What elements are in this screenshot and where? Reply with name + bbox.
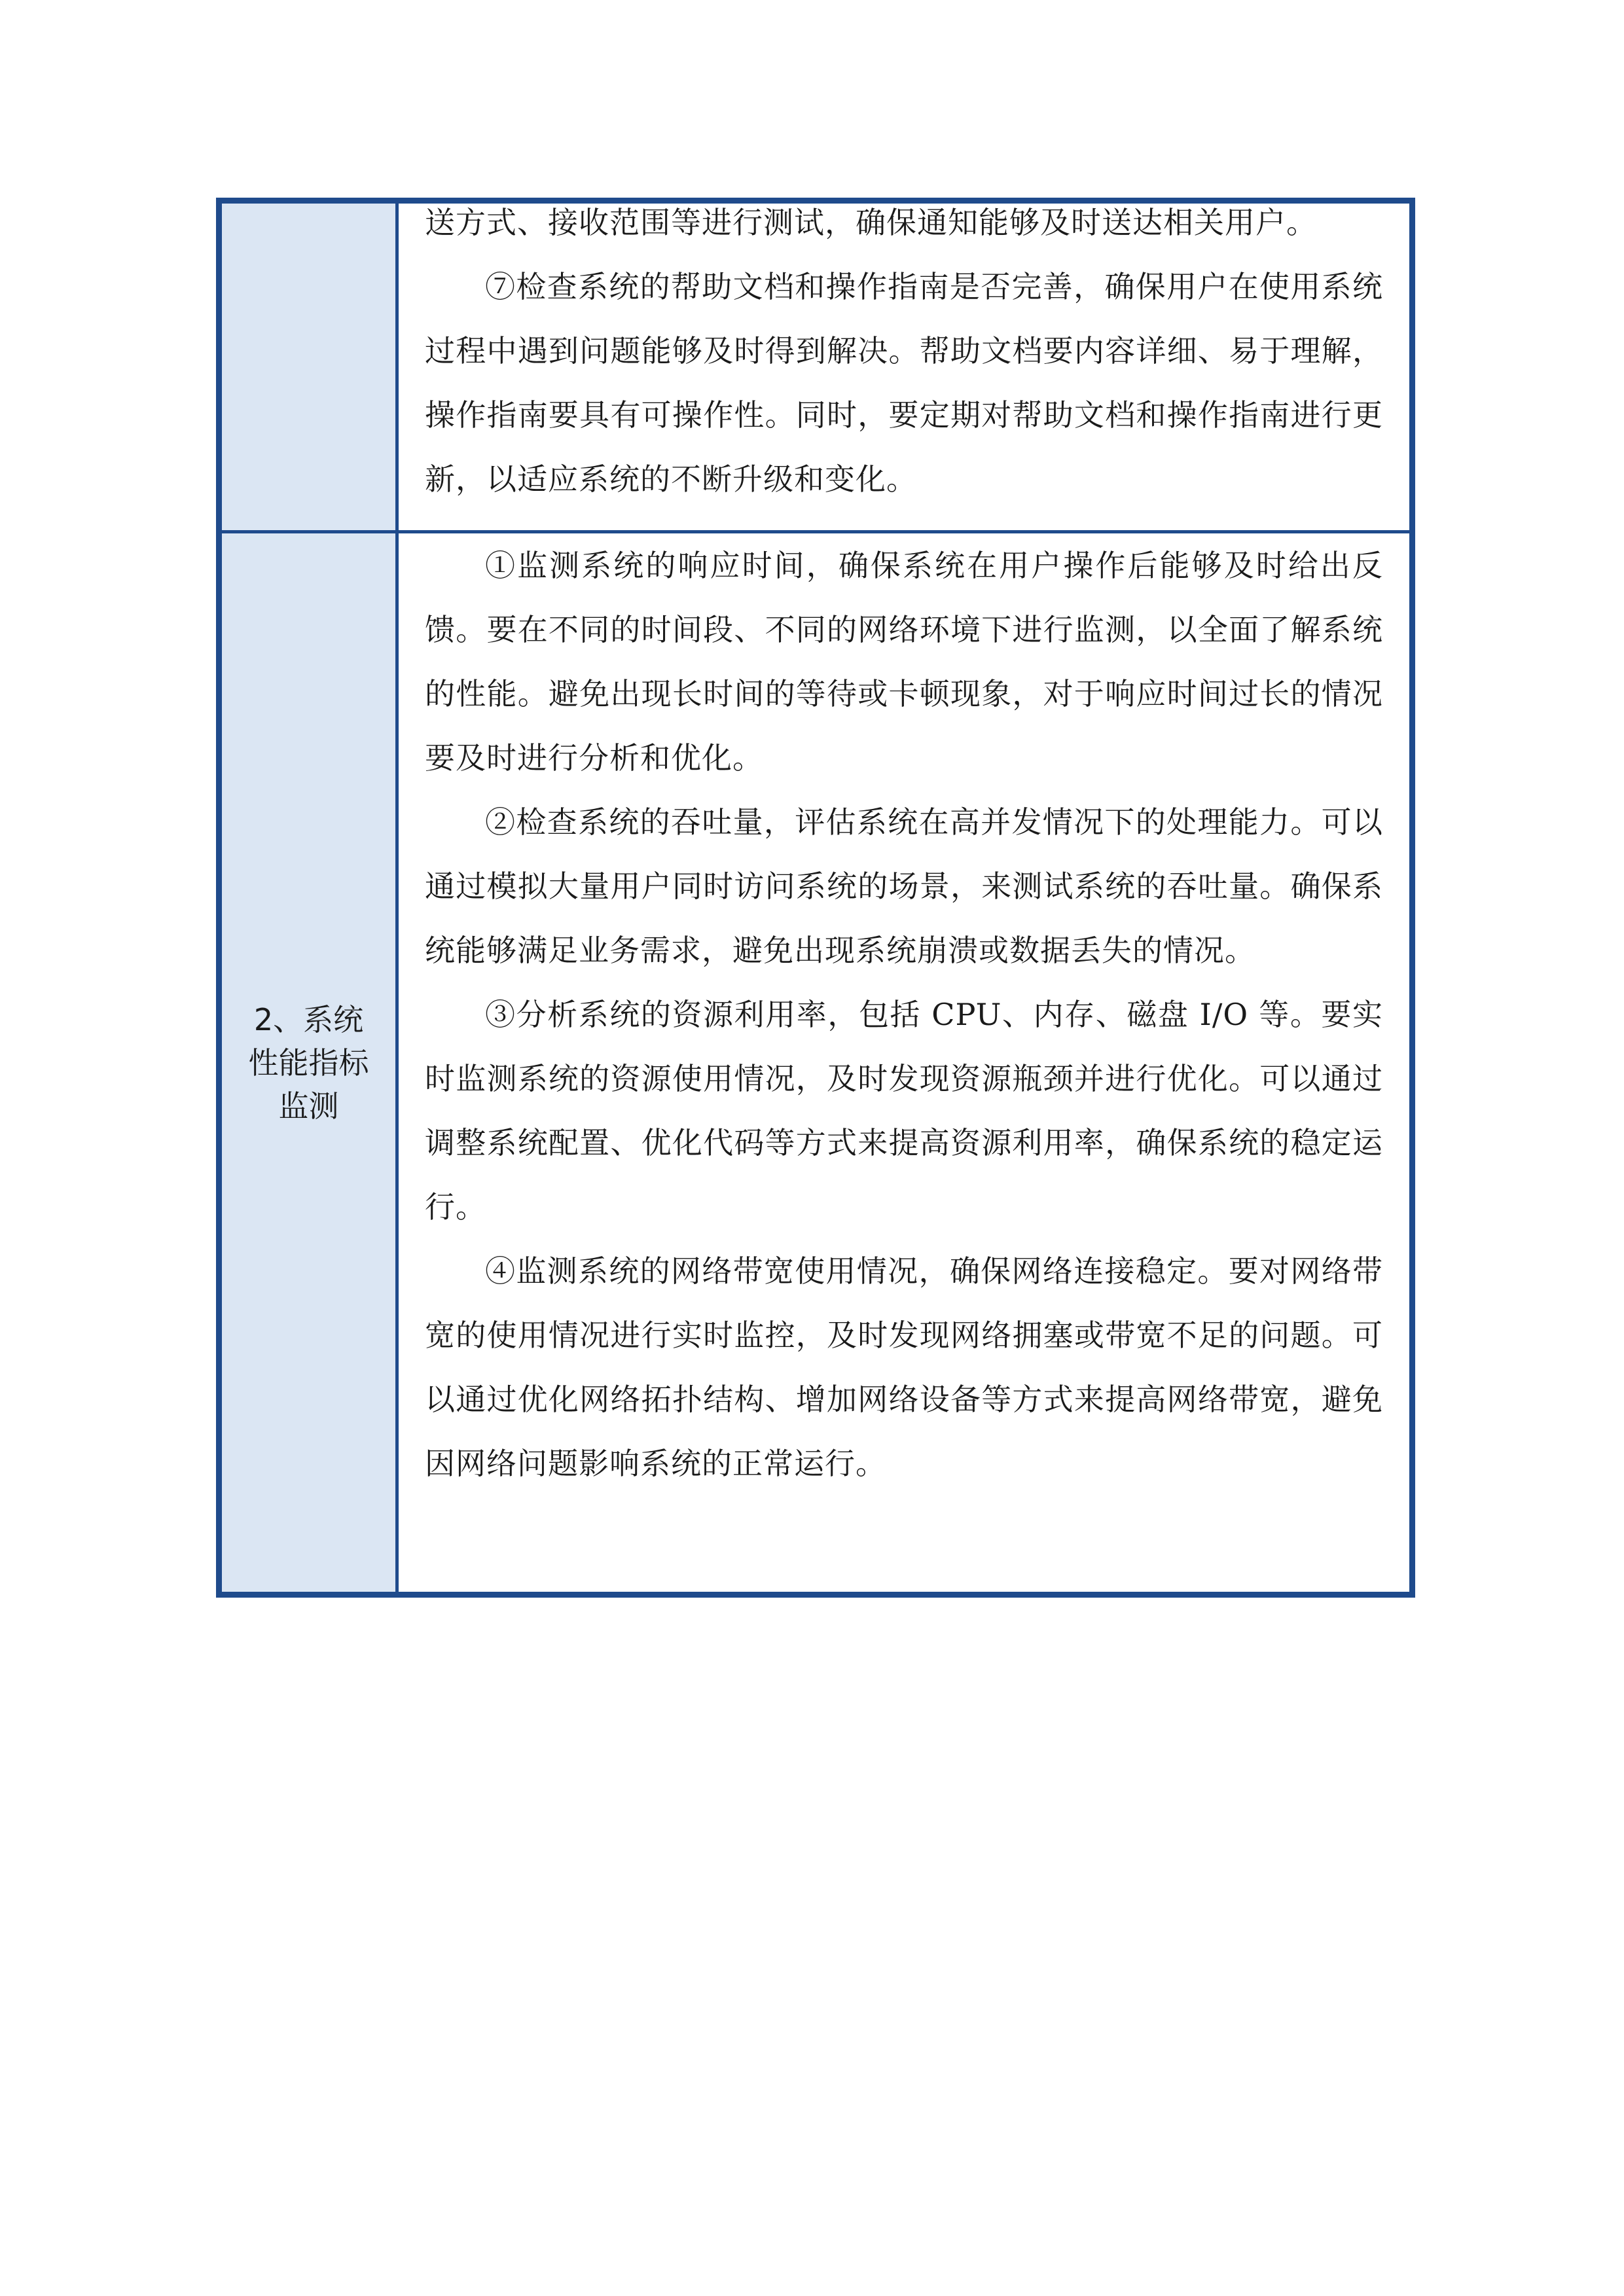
- table-row: [219, 532, 1413, 1595]
- paragraph: ①监测系统的响应时间，确保系统在用户操作后能够及时给出反馈。要在不同的时间段、不同的网络环境下进行监测，以全面了解系统的性能。避免出现长时间的等待或卡顿现象，对于响应时间过长的情况要及时进行分析和优化。: [425, 548, 1383, 776]
- content-table: [216, 198, 1415, 1598]
- row-label-cell: [219, 532, 397, 1595]
- row-label: 2、系统性能指标监测: [248, 1001, 369, 1124]
- paragraph: ④监测系统的网络带宽使用情况，确保网络连接稳定。要对网络带宽的使用情况进行实时监控，及时发现网络拥塞或带宽不足的问题。可以通过优化网络拓扑结构、增加网络设备等方式来提高网络带宽，避免因网络问题影响系统的正常运行。: [425, 1253, 1383, 1481]
- row-label-cell: [219, 201, 397, 532]
- row-content-cell: [397, 532, 1413, 1595]
- table-row: [219, 201, 1413, 532]
- row-content-cell: [397, 201, 1413, 532]
- paragraph: 送方式、接收范围等进行测试，确保通知能够及时送达相关用户。: [425, 205, 1317, 240]
- paragraph: ⑦检查系统的帮助文档和操作指南是否完善，确保用户在使用系统过程中遇到问题能够及时得到解决。帮助文档要内容详细、易于理解，操作指南要具有可操作性。同时，要定期对帮助文档和操作指南进行更新，以适应系统的不断升级和变化。: [425, 269, 1383, 497]
- paragraph: ②检查系统的吞吐量，评估系统在高并发情况下的处理能力。可以通过模拟大量用户同时访问系统的场景，来测试系统的吞吐量。确保系统能够满足业务需求，避免出现系统崩溃或数据丢失的情况。: [425, 804, 1383, 968]
- paragraph: ③分析系统的资源利用率，包括 CPU、内存、磁盘 I/O 等。要实时监测系统的资源使用情况，及时发现资源瓶颈并进行优化。可以通过调整系统配置、优化代码等方式来提高资源利用率，确保系统的稳定运行。: [425, 997, 1383, 1225]
